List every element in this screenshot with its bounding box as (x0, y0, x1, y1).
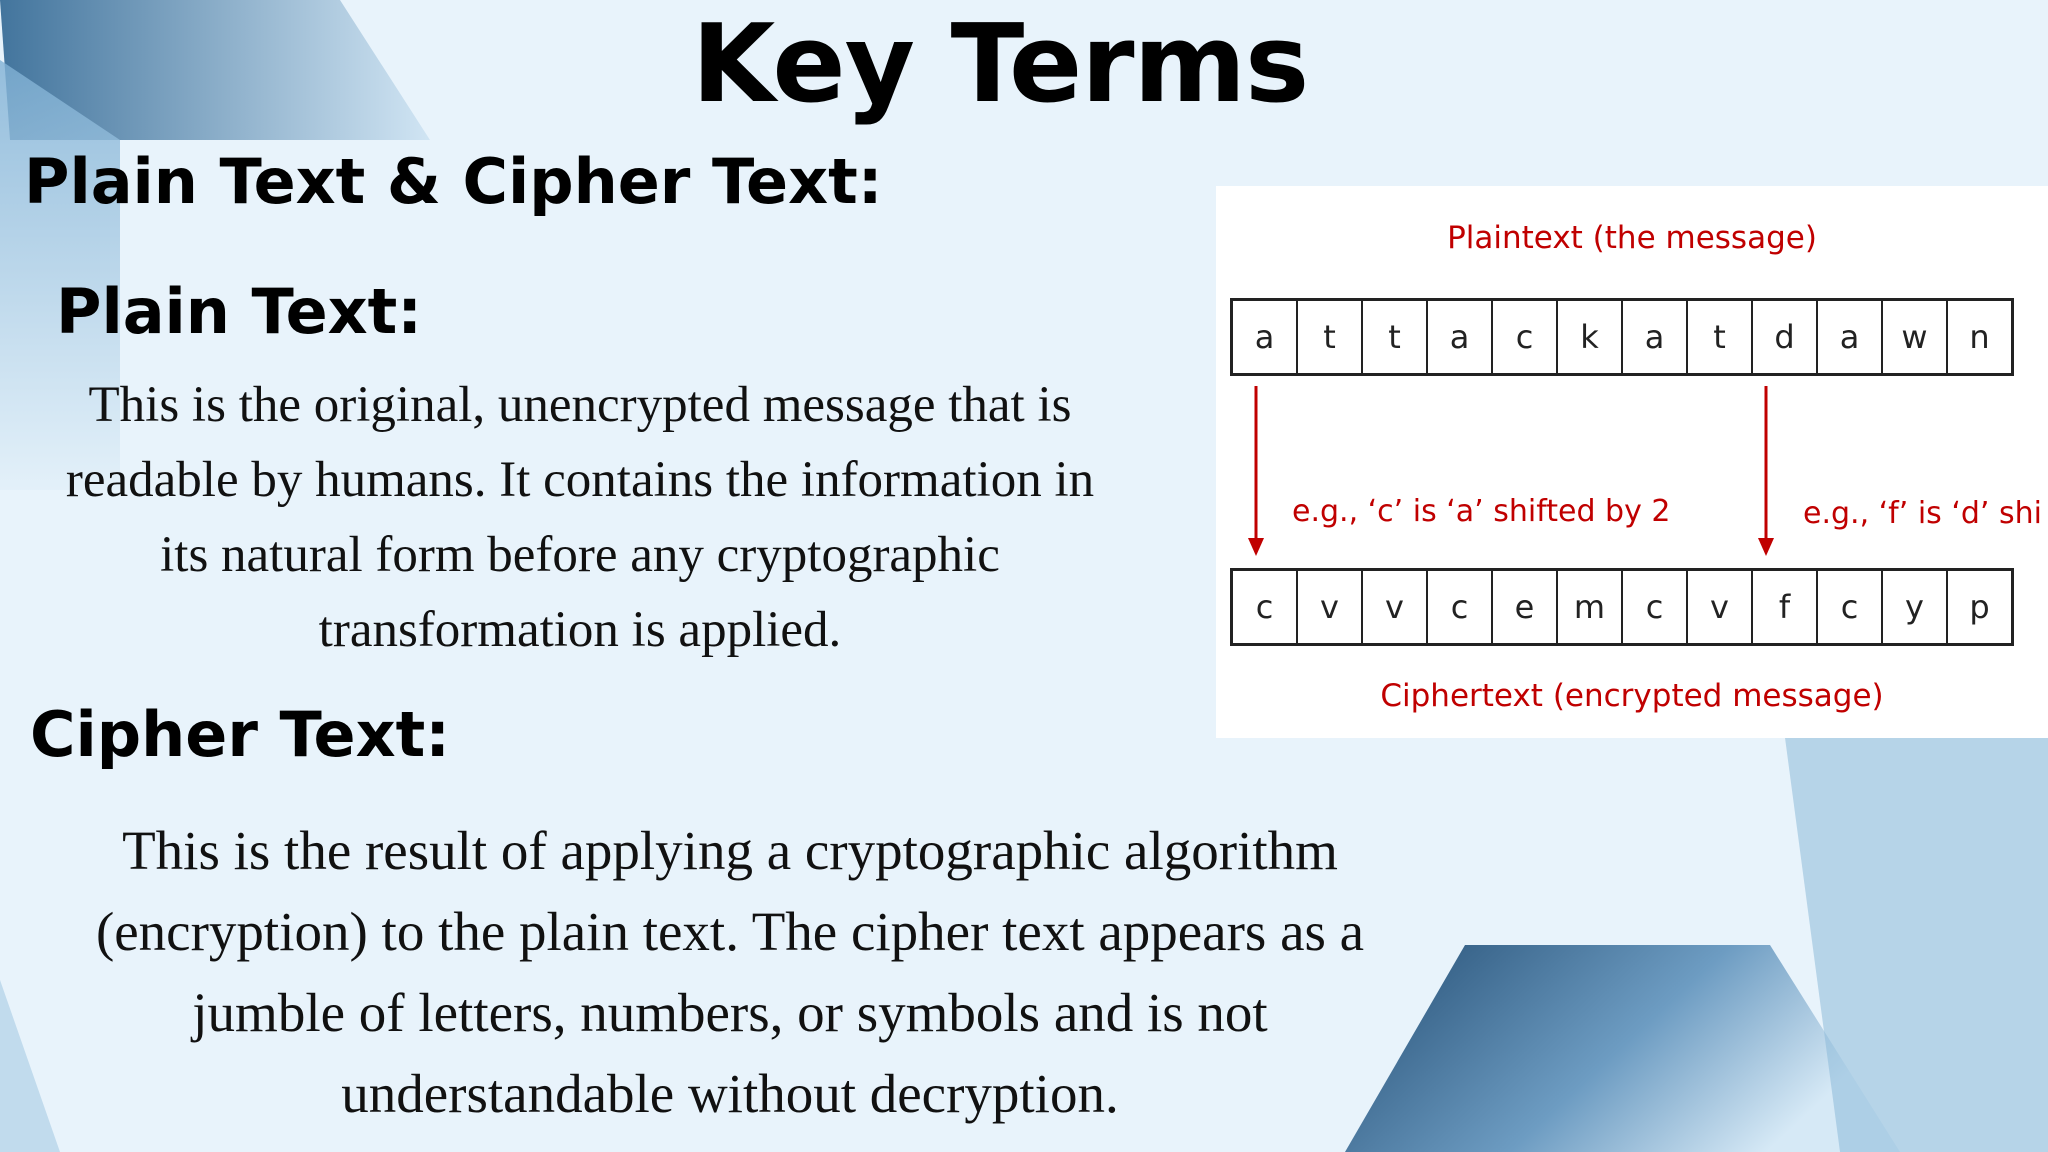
plaintext-letter-cell: a (1231, 299, 1298, 375)
ciphertext-row (1230, 568, 2014, 646)
plaintext-letter-cell: k (1556, 299, 1623, 375)
arrow-layer (1216, 186, 2048, 738)
ciphertext-letter-cell: c (1621, 569, 1688, 645)
plain-text-description: This is the original, unencrypted message that is readable by humans. It contains the information in its natural form before any cryptographic transformation is applied. (65, 377, 1095, 658)
caesar-cipher-diagram (1216, 186, 2048, 738)
ciphertext-caption: Ciphertext (encrypted message) (1380, 678, 1884, 714)
plaintext-letter-cell: w (1881, 299, 1948, 375)
ciphertext-letter-cell: m (1556, 569, 1623, 645)
plaintext-letter-cell: t (1361, 299, 1428, 375)
shift-arrow-1-head (1248, 538, 1264, 556)
ciphertext-letter-cell: y (1881, 569, 1948, 645)
plaintext-letter-cell: t (1296, 299, 1363, 375)
cipher-text-description: This is the result of applying a cryptographic algorithm (encryption) to the plain text. The cipher text appears as a jumble of letters, numbers, or symbols and is not understandable without decryption. (95, 820, 1365, 1124)
slide-title: Key Terms (691, 2, 1309, 127)
plaintext-caption: Plaintext (the message) (1447, 220, 1817, 256)
shift-arrow-2-head (1758, 538, 1774, 556)
cipher-text-heading: Cipher Text: (30, 698, 451, 771)
plaintext-letter-cell: t (1686, 299, 1753, 375)
ciphertext-letter-cell: v (1361, 569, 1428, 645)
plaintext-row (1230, 298, 2014, 376)
plaintext-letter-cell: a (1426, 299, 1493, 375)
shift-example-1: e.g., ‘c’ is ‘a’ shifted by 2 (1292, 494, 1671, 529)
ciphertext-letter-cell: c (1231, 569, 1298, 645)
plaintext-letter-cell: a (1621, 299, 1688, 375)
ciphertext-letter-cell: f (1751, 569, 1818, 645)
ciphertext-letter-cell: e (1491, 569, 1558, 645)
shift-example-2: e.g., ‘f’ is ‘d’ shi (1803, 496, 2042, 531)
section-heading: Plain Text & Cipher Text: (24, 145, 883, 218)
plaintext-letter-cell: c (1491, 299, 1558, 375)
ciphertext-letter-cell: v (1686, 569, 1753, 645)
ciphertext-letter-cell: c (1816, 569, 1883, 645)
ciphertext-letter-cell: v (1296, 569, 1363, 645)
plaintext-letter-cell: n (1946, 299, 2013, 375)
ciphertext-letter-cell: p (1946, 569, 2013, 645)
plain-text-heading: Plain Text: (56, 275, 423, 348)
plaintext-letter-cell: a (1816, 299, 1883, 375)
plaintext-letter-cell: d (1751, 299, 1818, 375)
ciphertext-letter-cell: c (1426, 569, 1493, 645)
